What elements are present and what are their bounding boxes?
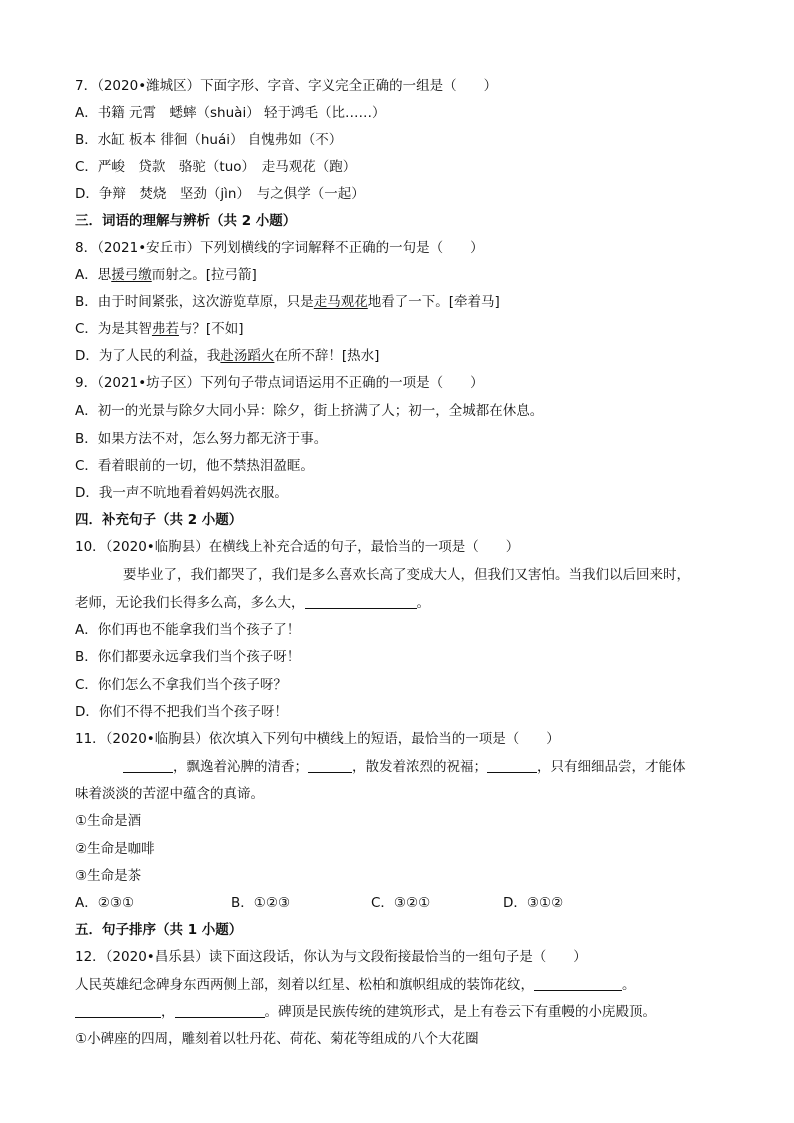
q10-stem: 10．（2020•临朐县）在横线上补充合适的句子，最恰当的一项是（ ） [75, 539, 520, 555]
q11-stem: 11．（2020•临朐县）依次填入下列句中横线上的短语，最恰当的一项是（ ） [75, 731, 560, 747]
q12-line2-end: 。碑顶是民族传统的建筑形式，是上有卷云下有重幔的小庑殿顶。 [264, 1004, 656, 1020]
q12-blank-2[interactable] [75, 1016, 161, 1018]
q8-stem: 8．（2021•安丘市）下列划横线的字词解释不正确的一句是（ ） [75, 240, 484, 256]
q8-option-b[interactable] [75, 293, 500, 311]
q7-stem: 7．（2020•潍城区）下面字形、字音、字义完全正确的一组是（ ） [75, 78, 498, 94]
q10-option-c[interactable]: C．你们怎么不拿我们当个孩子呀？ [75, 677, 287, 693]
q12-line1-end: 。 [622, 977, 636, 993]
q10-passage-end: 。 [416, 595, 430, 611]
q8-option-c[interactable] [75, 320, 243, 338]
q12-line1-text: 人民英雄纪念碑身东西两侧上部，刻着以红星、松柏和旗帜组成的装饰花纹， [75, 977, 534, 993]
q11-option-c[interactable]: C．③②① [371, 895, 431, 911]
q11-part-2: ，散发着浓烈的祝福； [352, 759, 487, 775]
section-4-heading: 四．补充句子（共 2 小题） [75, 512, 243, 528]
q10-option-d[interactable]: D．你们不得不把我们当个孩子呀！ [75, 704, 288, 720]
q10-blank[interactable] [305, 607, 417, 609]
q11-option-a[interactable]: A．②③① [75, 895, 135, 911]
q11-option-b[interactable]: B．①②③ [231, 895, 291, 911]
q7-option-b[interactable]: B．水缸 板本 徘徊（huái） 自愧弗如（不） [75, 132, 343, 148]
q12-line2-mid: ， [161, 1004, 175, 1020]
section-5-heading: 五．句子排序（共 1 小题） [75, 922, 243, 938]
q11-blank-3[interactable] [487, 771, 537, 773]
q9-option-c[interactable]: C．看着眼前的一切，他不禁热泪盈眶。 [75, 458, 314, 474]
q8-d-underlined: 赴汤蹈火 [220, 348, 275, 364]
q11-passage-line2: 味着淡淡的苦涩中蕴含的真谛。 [75, 786, 264, 802]
q8-option-d[interactable] [75, 347, 379, 365]
q9-stem: 9．（2021•坊子区）下列句子带点词语运用不正确的一项是（ ） [75, 375, 484, 391]
q8-b-post: 地看了一下。[牵着马] [367, 294, 500, 310]
q8-c-post: 与？[不如] [178, 321, 244, 337]
q10-passage-line2 [75, 594, 430, 612]
q8-a-underlined: 援弓缴 [111, 267, 152, 283]
q12-passage-line2 [75, 1003, 656, 1021]
q10-option-a[interactable]: A．你们再也不能拿我们当个孩子了！ [75, 622, 301, 638]
q7-option-c[interactable]: C．严峻 贷款 骆驼（tuo） 走马观花（跑） [75, 159, 357, 175]
q8-option-a[interactable] [75, 266, 257, 284]
section-3-heading: 三．词语的理解与辨析（共 2 小题） [75, 213, 297, 229]
q11-options [75, 894, 563, 912]
q8-b-underlined: 走马观花 [313, 294, 368, 310]
q12-blank-1[interactable] [534, 989, 622, 991]
q11-blank-2[interactable] [308, 771, 352, 773]
q11-passage-line1 [123, 758, 686, 776]
q8-a-pre: A．思 [75, 267, 112, 283]
q12-passage-line1 [75, 976, 636, 994]
q11-item-3: ③生命是茶 [75, 868, 142, 884]
q8-a-post: 而射之。[拉弓箭] [151, 267, 257, 283]
q9-option-b[interactable]: B．如果方法不对，怎么努力都无济于事。 [75, 431, 328, 447]
q10-option-b[interactable]: B．你们都要永远拿我们当个孩子呀！ [75, 649, 301, 665]
q12-blank-3[interactable] [175, 1016, 265, 1018]
q9-option-d[interactable]: D．我一声不吭地看着妈妈洗衣服。 [75, 485, 288, 501]
q12-stem: 12．（2020•昌乐县）读下面这段话，你认为与文段衔接最恰当的一组句子是（ ） [75, 949, 587, 965]
q10-passage-text: 老师，无论我们长得多么高，多么大， [75, 595, 305, 611]
q11-part-3: ，只有细细品尝，才能体 [537, 759, 686, 775]
q8-d-post: 在所不辞！[热水] [274, 348, 380, 364]
q10-passage-line1: 要毕业了，我们都哭了，我们是多么喜欢长高了变成大人，但我们又害怕。当我们以后回来时， [123, 567, 690, 583]
q8-d-pre: D．为了人民的利益，我 [75, 348, 221, 364]
q12-item-1: ①小碑座的四周，雕刻着以牡丹花、荷花、菊花等组成的八个大花圈 [75, 1031, 479, 1047]
q8-c-underlined: 弗若 [151, 321, 179, 337]
q7-option-d[interactable]: D．争辩 焚烧 坚劲（jìn） 与之俱学（一起） [75, 186, 365, 202]
q11-item-1: ①生命是酒 [75, 813, 142, 829]
q11-option-d[interactable]: D．③①② [503, 895, 564, 911]
q7-option-a[interactable]: A．书籍 元霄 蟋蟀（shuài） 轻于鸿毛（比……） [75, 105, 386, 121]
q8-b-pre: B．由于时间紧张，这次游览草原，只是 [75, 294, 314, 310]
q11-part-1: ，飘逸着沁脾的清香； [173, 759, 308, 775]
q11-blank-1[interactable] [123, 771, 173, 773]
q9-option-a[interactable]: A．初一的光景与除夕大同小异：除夕，街上挤满了人；初一，全城都在休息。 [75, 403, 544, 419]
q8-c-pre: C．为是其智 [75, 321, 152, 337]
q11-item-2: ②生命是咖啡 [75, 841, 155, 857]
